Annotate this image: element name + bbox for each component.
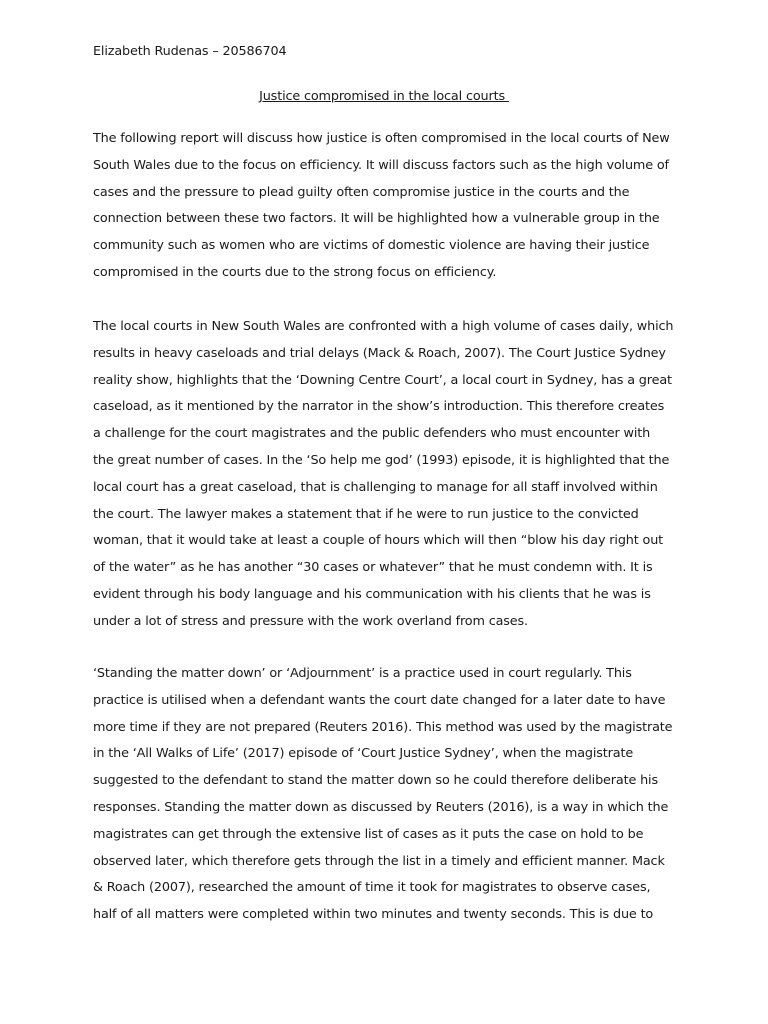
text-line: compromised in the courts due to the strong focus on efficiency. <box>93 264 497 280</box>
paragraph-adjournment <box>93 661 693 929</box>
text-line: South Wales due to the focus on efficiency. It will discuss factors such as the high volume of <box>93 157 669 173</box>
text-line: caseload, as it mentioned by the narrator in the show’s introduction. This therefore creates <box>93 399 665 415</box>
text-line: connection between these two factors. It will be highlighted how a vulnerable group in the <box>93 211 660 227</box>
text-line: ‘Standing the matter down’ or ‘Adjournment’ is a practice used in court regularly. This <box>93 666 632 681</box>
text-line: suggested to the defendant to stand the matter down so he could therefore deliberate his <box>93 773 658 789</box>
text-line: in the ‘All Walks of Life’ (2017) episode of ‘Court Justice Sydney’, when the magistrate <box>93 746 634 762</box>
text-line: the great number of cases. In the ‘So help me god’ (1993) episode, it is highlighted that the <box>93 452 670 468</box>
text-line: of the water” as he has another “30 cases or whatever” that he must condemn with. It is <box>93 560 653 576</box>
text-line: local court has a great caseload, that is challenging to manage for all staff involved within <box>93 479 658 495</box>
text-line: community such as women who are victims of domestic violence are having their justice <box>93 238 650 254</box>
author-line: Elizabeth Rudenas – 20586704 <box>93 44 287 59</box>
text-line: observed later, which therefore gets through the list in a timely and efficient manner. Mack <box>93 853 665 869</box>
paragraph-caseload <box>93 314 693 636</box>
text-line: under a lot of stress and pressure with the work overland from cases. <box>93 613 528 629</box>
text-line: The local courts in New South Wales are confronted with a high volume of cases daily, which <box>93 319 674 334</box>
text-line: woman, that it would take at least a couple of hours which will then “blow his day right out <box>93 533 664 549</box>
text-line: responses. Standing the matter down as discussed by Reuters (2016), is a way in which the <box>93 799 669 815</box>
text-line: evident through his body language and his communication with his clients that he was is <box>93 586 651 602</box>
text-line: more time if they are not prepared (Reuters 2016). This method was used by the magistrate <box>93 719 673 735</box>
text-line: a challenge for the court magistrates and the public defenders who must encounter with <box>93 426 651 442</box>
text-line: half of all matters were completed within two minutes and twenty seconds. This is due to <box>93 907 654 923</box>
document-title: Justice compromised in the local courts <box>259 89 509 104</box>
text-line: & Roach (2007), researched the amount of time it took for magistrates to observe cases, <box>93 880 651 896</box>
text-line: reality show, highlights that the ‘Downing Centre Court’, a local court in Sydney, has a great <box>93 372 672 388</box>
text-line: The following report will discuss how justice is often compromised in the local courts of New <box>93 131 670 146</box>
text-line: cases and the pressure to plead guilty often compromise justice in the courts and the <box>93 184 630 200</box>
text-line: the court. The lawyer makes a statement that if he were to run justice to the convicted <box>93 506 639 522</box>
text-line: results in heavy caseloads and trial delays (Mack & Roach, 2007). The Court Justice Sydney <box>93 345 666 361</box>
text-line: practice is utilised when a defendant wants the court date changed for a later date to have <box>93 692 666 708</box>
paragraph-introduction <box>93 126 693 287</box>
text-line: magistrates can get through the extensive list of cases as it puts the case on hold to be <box>93 826 644 842</box>
